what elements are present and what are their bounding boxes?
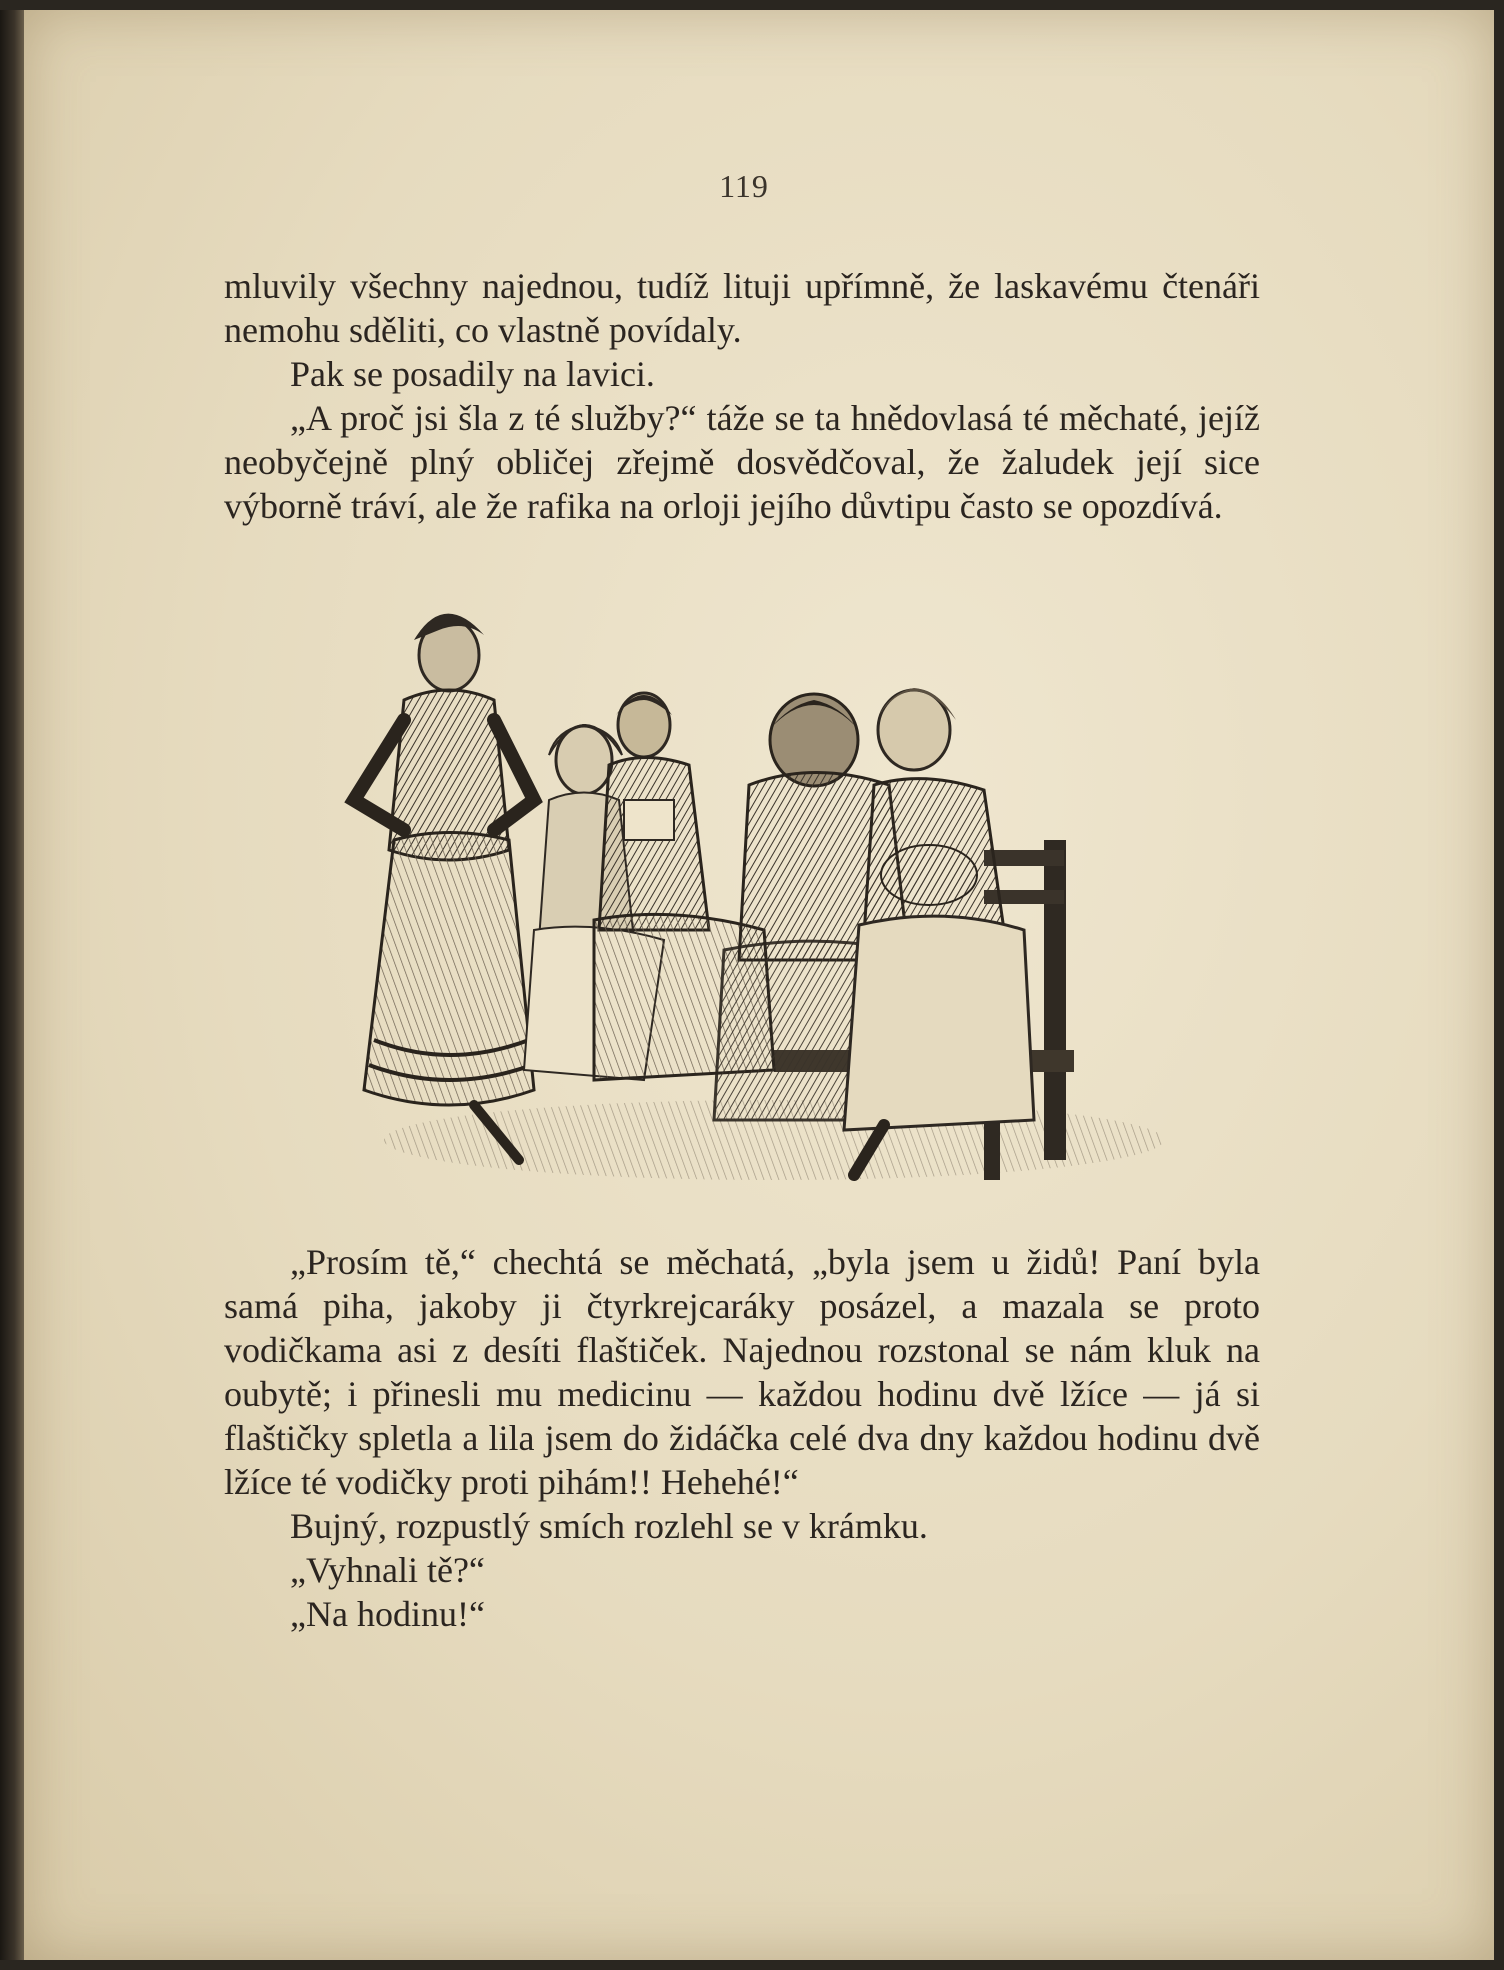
bottom-text-block (224, 1240, 1260, 1636)
paragraph: „Na hodinu!“ (290, 1594, 485, 1634)
paragraph: „Prosím tě,“ chechtá se měchatá, „byla jsem u židů! Paní byla samá piha, jakoby ji čtyrkrejcaráky posázel, a mazala se proto vodičkama asi z desíti flaštiček. Najednou rozstonal se nám kluk na oubytě; i přinesli mu medicinu — každou hodinu dvě lžíce — já si flaštičky spletla a lila jsem do židáčka celé dva dny každou hodinu dvě lžíce té vodičky proti pihám!! Hehehé!“ (224, 1242, 1260, 1502)
illustration-women-on-bench (344, 600, 1164, 1220)
top-text-block (224, 264, 1260, 528)
paragraph: Pak se posadily na lavici. (290, 354, 655, 394)
seated-woman-figure (844, 688, 1034, 1175)
paragraph: mluvily všechny najednou, tudíž lituji upřímně, že laskavému čtenáři nemohu sděliti, co vlastně povídaly. (224, 266, 1260, 350)
paragraph: „A proč jsi šla z té služby?“ táže se ta hnědovlasá té měchaté, jejíž neobyčejně plný obličej zřejmě dosvědčoval, že žaludek její sice výborně tráví, ale že rafika na orloji jejího důvtipu často se opozdívá. (224, 398, 1260, 526)
book-page (24, 10, 1494, 1960)
page-number: 119 (719, 168, 769, 204)
paragraph: „Vyhnali tě?“ (290, 1550, 485, 1590)
standing-woman-figure (354, 614, 534, 1160)
paragraph: Bujný, rozpustlý smích rozlehl se v krámku. (290, 1506, 928, 1546)
book-binding-edge (0, 10, 24, 1960)
